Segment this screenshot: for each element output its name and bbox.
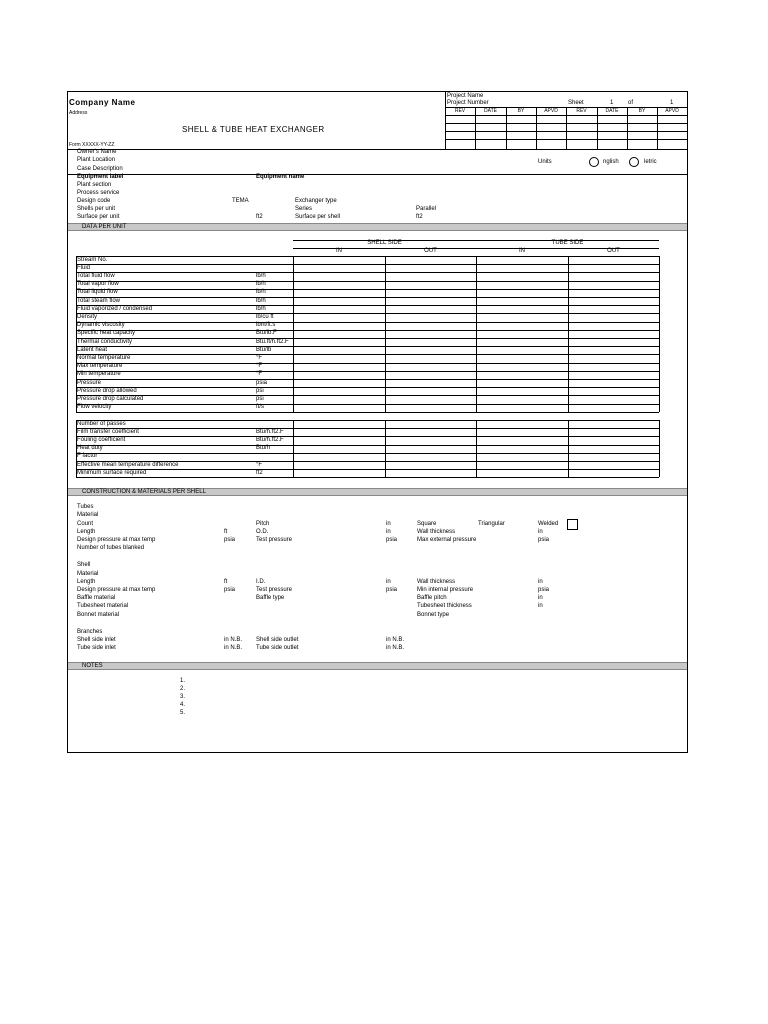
- thermal-row-unit: Btu/h.ft2.F: [256, 436, 284, 443]
- tube-out-header: OUT: [607, 248, 620, 254]
- shells-per-unit: Shells per unit: [77, 206, 116, 212]
- tube-side-header: TUBE SIDE: [551, 240, 584, 246]
- surface-unit-1: ft2: [256, 214, 263, 220]
- tubes-heading: Tubes: [77, 504, 94, 510]
- sheet-label: Sheet: [568, 100, 584, 106]
- note-2: 2.: [180, 686, 186, 692]
- project-number: Project Number: [447, 100, 489, 106]
- tema-label: TEMA: [232, 198, 249, 204]
- exchanger-type: Exchanger type: [295, 198, 337, 204]
- notes-title: NOTES: [82, 663, 103, 669]
- note-4: 4.: [180, 702, 186, 708]
- surface-per-shell: Surface per shell: [295, 214, 341, 220]
- shell-wall: Wall thickness: [417, 579, 456, 585]
- note-1: 1.: [180, 678, 186, 684]
- tube-side-inlet: Tube side inlet: [77, 645, 116, 651]
- shell-id: I.D.: [256, 579, 266, 585]
- tube-in-header: IN: [519, 248, 525, 254]
- process-row-label: Latent heat: [77, 346, 108, 353]
- process-row-label: Density: [77, 313, 98, 320]
- construction-title: CONSTRUCTION & MATERIALS PER SHELL: [82, 489, 206, 495]
- process-row-label: Total steam flow: [77, 297, 121, 304]
- tubes-test-pressure: Test pressure: [256, 537, 293, 543]
- thermal-row-label: F factor: [77, 453, 98, 460]
- english-label: nglish: [603, 159, 619, 165]
- process-row-unit: Btu/lb.F: [256, 330, 277, 337]
- process-row-unit: Btu/lb: [256, 346, 272, 353]
- data-per-unit-title: DATA PER UNIT: [82, 224, 127, 230]
- process-service: Process service: [77, 190, 120, 196]
- process-row-unit: lb/h: [256, 281, 266, 288]
- thermal-row-label: Fouling coefficient: [77, 436, 126, 443]
- process-row-label: Thermal conductivity: [77, 338, 133, 345]
- process-data-table: [68, 256, 687, 416]
- english-radio[interactable]: [589, 157, 599, 167]
- notes-band: [68, 662, 687, 670]
- thermal-data-table: [68, 420, 687, 480]
- construction-band: [68, 488, 687, 496]
- company-address: Address: [69, 110, 88, 116]
- shell-min-int: Min internal pressure: [417, 587, 474, 593]
- process-row-label: Total fluid flow: [77, 272, 115, 279]
- shell-baffle-material: Baffle material: [77, 595, 116, 601]
- process-row-label: Pressure drop calculated: [77, 395, 144, 402]
- plant-section: Plant section: [77, 182, 112, 188]
- tubes-wall: Wall thickness: [417, 529, 456, 535]
- shell-test-pressure: Test pressure: [256, 587, 293, 593]
- process-row-unit: ft/s: [256, 404, 265, 411]
- shell-tubesheet-material: Tubesheet material: [77, 603, 129, 609]
- process-row-label: Pressure: [77, 379, 102, 386]
- thermal-row-label: Film transfer coefficient: [77, 428, 139, 435]
- process-row-unit: Btu.ft/h.ft2.F: [256, 338, 289, 345]
- units-label: Units: [538, 159, 552, 165]
- process-row-label: Total vapor flow: [77, 281, 119, 288]
- equipment-name: Equipment name: [256, 174, 305, 180]
- note-3: 3.: [180, 694, 186, 700]
- thermal-row-label: Number of passes: [77, 420, 126, 427]
- tubes-square: Square: [417, 521, 437, 527]
- process-row-label: Specific heat capacity: [77, 330, 136, 337]
- process-row-unit: lb/h: [256, 305, 266, 312]
- tubes-od-unit: in: [386, 529, 391, 535]
- shell-outlet-unit: in N.B.: [386, 637, 405, 643]
- process-row-label: Normal temperature: [77, 354, 131, 361]
- tubes-od: O.D.: [256, 529, 269, 535]
- shell-id-unit: in: [386, 579, 391, 585]
- tubes-max-ext-unit: psia: [538, 537, 550, 543]
- process-row-unit: psi: [256, 395, 264, 402]
- shell-length-unit: ft: [224, 579, 228, 585]
- tubes-blanked: Number of tubes blanked: [77, 545, 145, 551]
- data-per-unit-band: [68, 223, 687, 231]
- apvd-col-2: APVD: [665, 108, 679, 114]
- shell-bonnet-material: Bonnet material: [77, 612, 120, 618]
- note-5: 5.: [180, 710, 186, 716]
- tubes-triangular: Triangular: [478, 521, 505, 527]
- rev-col-1: REV: [454, 108, 466, 114]
- tubes-length-unit: ft: [224, 529, 228, 535]
- series-label: Series: [295, 206, 313, 212]
- thermal-row-unit: °F: [256, 461, 263, 468]
- shell-material: Material: [77, 571, 99, 577]
- tubes-pitch: Pitch: [256, 521, 270, 527]
- form-number: Form XXXXX-YY-ZZ: [69, 142, 115, 148]
- by-col-1: BY: [517, 108, 525, 114]
- plant-location: Plant Location: [77, 157, 116, 163]
- shell-length: Length: [77, 579, 96, 585]
- shell-baffle-pitch-unit: in: [538, 595, 543, 601]
- shell-side-outlet: Shell side outlet: [256, 637, 299, 643]
- design-code: Design code: [77, 198, 111, 204]
- process-row-label: Max temperature: [77, 363, 123, 370]
- company-name: Company Name: [69, 98, 136, 107]
- tubes-count: Count: [77, 521, 94, 527]
- date-col-2: DATE: [605, 108, 619, 114]
- date-col-1: DATE: [484, 108, 497, 114]
- datasheet-form: [67, 91, 688, 753]
- tubes-dp-unit: psia: [224, 537, 236, 543]
- process-row-unit: lb/h: [256, 297, 266, 304]
- thermal-row-unit: Btu/h: [256, 445, 271, 452]
- tubes-max-ext: Max external pressure: [417, 537, 477, 543]
- thermal-row-label: Heat duty: [77, 445, 103, 452]
- process-row-unit: psi: [256, 387, 264, 394]
- process-row-unit: lb/h: [256, 272, 266, 279]
- tubes-tp-unit: psia: [386, 537, 398, 543]
- process-row-unit: psia: [256, 379, 268, 386]
- shell-baffle-pitch: Baffle pitch: [417, 595, 447, 601]
- form-title: SHELL & TUBE HEAT EXCHANGER: [182, 125, 325, 134]
- thermal-row-label: Minimum surface required: [77, 469, 147, 476]
- of-label: of: [628, 100, 634, 106]
- thermal-row-label: Effective mean temperature difference: [77, 461, 179, 468]
- tubes-length: Length: [77, 529, 96, 535]
- tubes-design-pressure: Design pressure at max temp: [77, 537, 156, 543]
- case-description: Case Description: [77, 166, 123, 172]
- shell-tubesheet-thickness: Tubesheet thickness: [417, 603, 472, 609]
- apvd-col-1: APVD: [544, 108, 558, 114]
- process-row-unit: lb/h: [256, 289, 266, 296]
- process-row-label: Stream No.: [77, 256, 108, 263]
- thermal-row-unit: Btu/h.ft2.F: [256, 428, 284, 435]
- shell-side-header: SHELL SIDE: [367, 240, 402, 246]
- surface-per-unit: Surface per unit: [77, 214, 120, 220]
- shell-design-pressure: Design pressure at max temp: [77, 587, 156, 593]
- tube-side-outlet: Tube side outlet: [256, 645, 299, 651]
- process-row-unit: °F: [256, 371, 263, 378]
- shell-out-header: OUT: [424, 248, 437, 254]
- tubes-material: Material: [77, 512, 99, 518]
- process-row-label: Fluid vaporized / condensed: [77, 305, 153, 312]
- shell-wall-unit: in: [538, 579, 543, 585]
- parallel-label: Parallel: [416, 206, 437, 212]
- thermal-row-unit: ft2: [256, 469, 263, 476]
- process-row-unit: °F: [256, 354, 263, 361]
- rev-col-2: REV: [576, 108, 587, 114]
- process-row-label: Dynamic viscosity: [77, 322, 125, 329]
- project-name: Project Name: [447, 93, 484, 99]
- shell-baffle-type: Baffle type: [256, 595, 285, 601]
- process-row-label: Total liquid flow: [77, 289, 118, 296]
- sheet-number: 1: [610, 100, 614, 106]
- shell-heading: Shell: [77, 562, 91, 568]
- welded-checkbox[interactable]: [567, 519, 578, 530]
- process-row-label: Min temperature: [77, 371, 121, 378]
- tubes-wall-unit: in: [538, 529, 543, 535]
- process-row-unit: °F: [256, 363, 263, 370]
- tube-outlet-unit: in N.B.: [386, 645, 405, 651]
- process-row-label: Pressure drop allowed: [77, 387, 137, 394]
- branches-heading: Branches: [77, 629, 103, 635]
- shell-min-int-unit: psia: [538, 587, 550, 593]
- shell-in-header: IN: [336, 248, 342, 254]
- shell-bonnet-type: Bonnet type: [417, 612, 450, 618]
- metric-label: letric: [644, 159, 657, 165]
- process-row-label: Flow velocity: [77, 404, 112, 411]
- process-row-label: Fluid: [77, 264, 91, 271]
- owner-name: Owner's Name: [77, 149, 117, 155]
- process-row-unit: lb/cu ft: [256, 313, 274, 320]
- tubes-pitch-unit: in: [386, 521, 391, 527]
- shell-dp-unit: psia: [224, 587, 236, 593]
- shell-side-inlet: Shell side inlet: [77, 637, 116, 643]
- process-row-unit: lbm/ft.s: [256, 322, 276, 329]
- equipment-label: Equipment label: [77, 174, 124, 180]
- shell-tubesheet-unit: in: [538, 603, 543, 609]
- sheet-total: 1: [670, 100, 674, 106]
- shell-tp-unit: psia: [386, 587, 398, 593]
- by-col-2: BY: [638, 108, 646, 114]
- tubes-welded: Welded: [538, 521, 559, 527]
- metric-radio[interactable]: [629, 157, 639, 167]
- shell-inlet-unit: in N.B.: [224, 637, 243, 643]
- tube-inlet-unit: in N.B.: [224, 645, 243, 651]
- surface-unit-2: ft2: [416, 214, 423, 220]
